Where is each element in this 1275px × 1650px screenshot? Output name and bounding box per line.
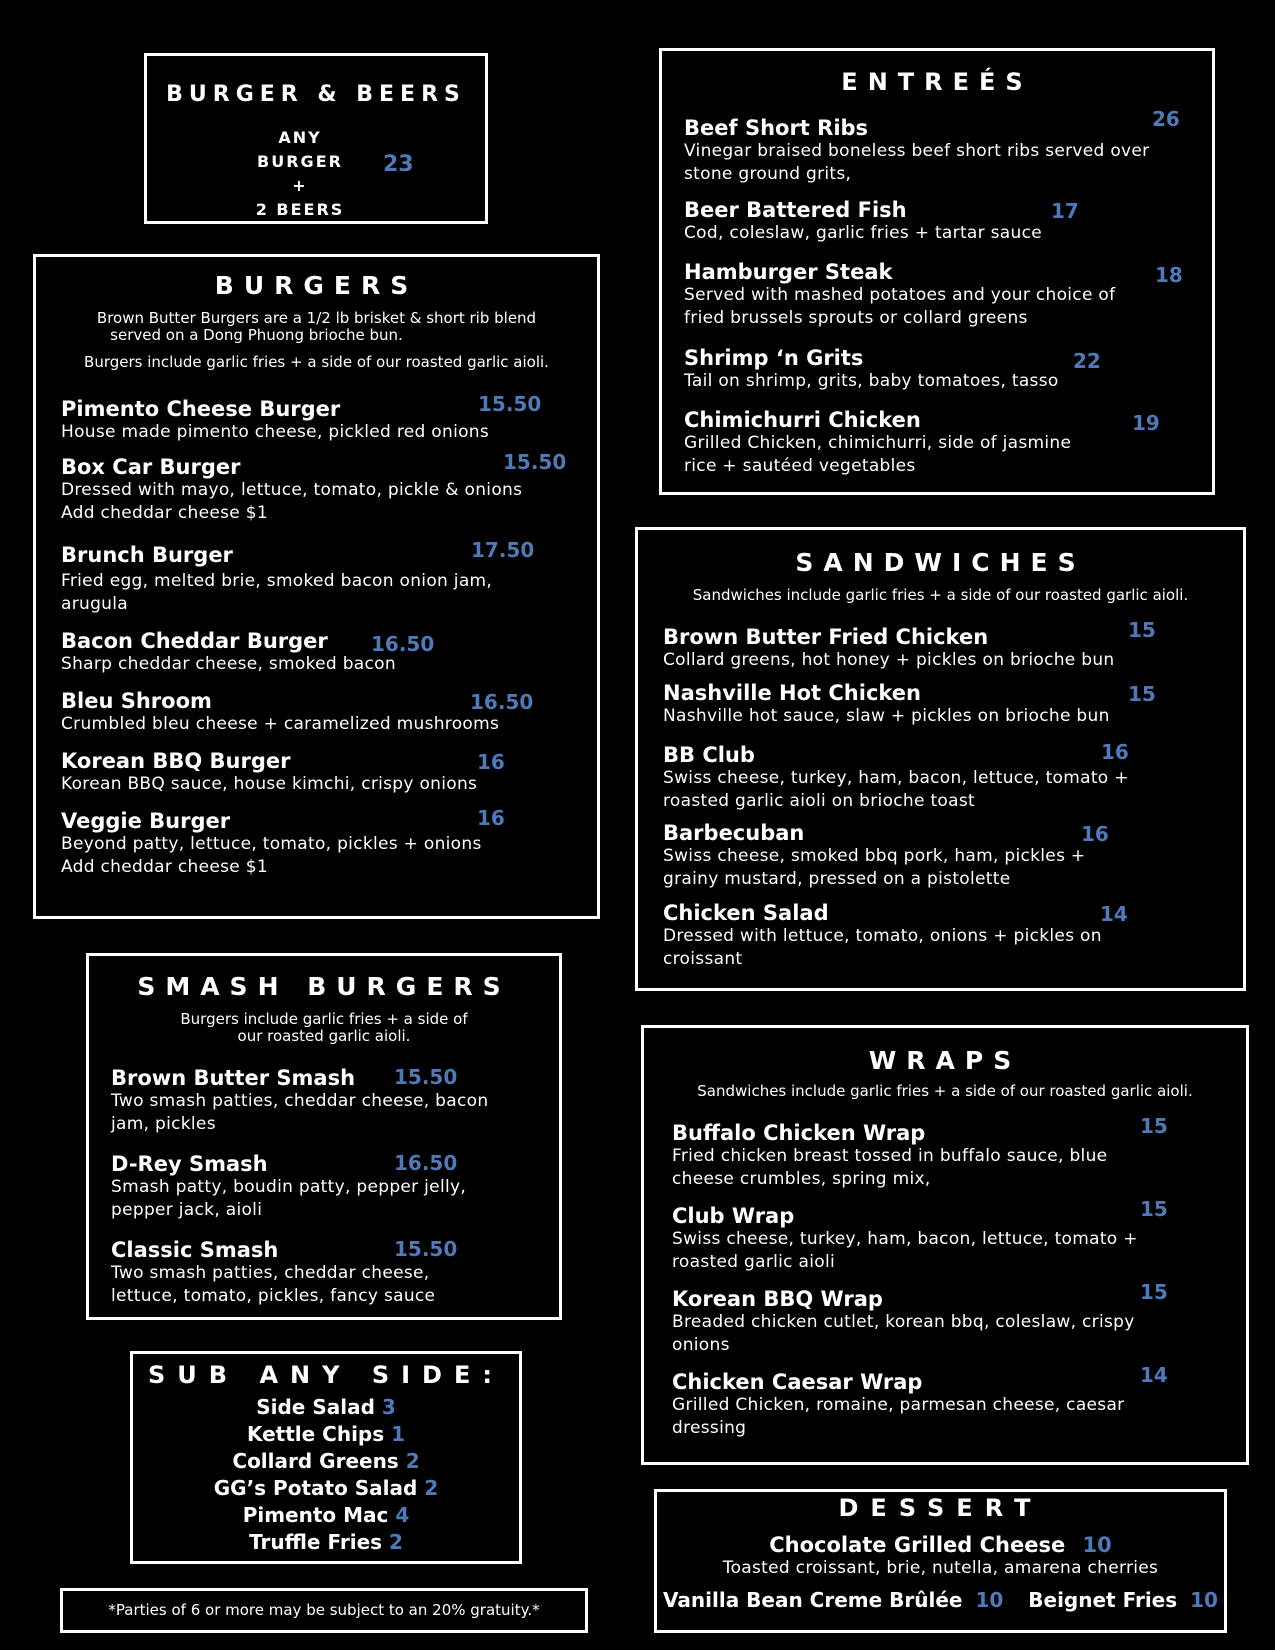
burgers-note-3: Burgers include garlic fries + a side of our roasted garlic aioli. xyxy=(84,353,549,371)
item-price: 14 xyxy=(1140,1363,1168,1387)
side-price: 2 xyxy=(424,1476,439,1500)
item-desc-2: rice + sautéed vegetables xyxy=(684,456,916,476)
menu-item xyxy=(672,1114,1232,1204)
item-desc-2: pepper jack, aioli xyxy=(111,1200,263,1220)
menu-item xyxy=(672,1363,1232,1450)
menu-item xyxy=(61,538,581,629)
item-name: D-Rey Smash xyxy=(111,1152,268,1176)
sides-title: SUB ANY SIDE: xyxy=(148,1361,504,1389)
item-name: Korean BBQ Wrap xyxy=(672,1287,883,1311)
item-desc: Collard greens, hot honey + pickles on brioche bun xyxy=(663,650,1115,670)
item-desc: Two smash patties, cheddar cheese, bacon xyxy=(111,1091,489,1111)
side-price: 2 xyxy=(389,1530,403,1554)
burger-beers-title: BURGER & BEERS xyxy=(166,82,466,107)
item-price: 26 xyxy=(1152,107,1180,131)
item-price: 16 xyxy=(477,750,505,774)
item-name: Chimichurri Chicken xyxy=(684,408,921,432)
side-item xyxy=(133,1394,519,1421)
item-price: 22 xyxy=(1073,349,1101,373)
dessert-item-1 xyxy=(657,1533,1224,1557)
item-desc: Korean BBQ sauce, house kimchi, crispy onions xyxy=(61,774,478,794)
deal-line-2: + xyxy=(292,176,308,195)
item-price: 14 xyxy=(1100,902,1128,926)
side-name: Side Salad xyxy=(256,1395,375,1419)
item-price: 15 xyxy=(1140,1197,1168,1221)
item-desc: Swiss cheese, turkey, ham, bacon, lettuce, tomato + xyxy=(663,768,1129,788)
item-desc-2: grainy mustard, pressed on a pistolette xyxy=(663,869,1011,889)
dessert-price: 10 xyxy=(1082,1533,1112,1557)
side-price: 3 xyxy=(381,1395,396,1419)
menu-item xyxy=(111,1238,551,1318)
dessert-name: Vanilla Bean Creme Brûlée xyxy=(663,1588,963,1612)
menu-item xyxy=(61,749,581,809)
side-name: Collard Greens xyxy=(232,1449,399,1473)
item-name: Brown Butter Smash xyxy=(111,1066,356,1090)
item-name: Beef Short Ribs xyxy=(684,116,869,140)
item-desc-2: arugula xyxy=(61,594,128,614)
item-name: Club Wrap xyxy=(672,1204,795,1228)
menu-item xyxy=(61,392,581,455)
item-desc: Dressed with lettuce, tomato, onions + pickles on xyxy=(663,926,1102,946)
menu-item xyxy=(663,901,1233,981)
menu-item xyxy=(61,450,581,543)
sandwiches-title: SANDWICHES xyxy=(795,548,1086,577)
side-name: Pimento Mac xyxy=(242,1503,389,1527)
item-price: 16.50 xyxy=(394,1151,458,1175)
item-name: Beer Battered Fish xyxy=(684,198,907,222)
entrees-box xyxy=(659,48,1215,495)
item-name: Korean BBQ Burger xyxy=(61,749,291,773)
item-desc: Fried chicken breast tossed in buffalo sauce, blue xyxy=(672,1146,1108,1166)
burgers-title: BURGERS xyxy=(214,271,419,300)
item-desc: Sharp cheddar cheese, smoked bacon xyxy=(61,654,396,674)
item-name: Hamburger Steak xyxy=(684,260,893,284)
sides-box xyxy=(130,1351,522,1564)
item-desc-2: jam, pickles xyxy=(111,1114,216,1134)
item-desc-2: onions xyxy=(672,1335,730,1355)
item-price: 18 xyxy=(1155,263,1183,287)
burgers-note-1: Brown Butter Burgers are a 1/2 lb brisket & short rib blend xyxy=(96,309,537,327)
item-desc-2: lettuce, tomato, pickles, fancy sauce xyxy=(111,1286,436,1306)
menu-item xyxy=(663,618,1233,681)
side-name: Truffle Fries xyxy=(249,1530,383,1554)
sandwiches-list xyxy=(663,618,1233,981)
item-desc-2: fried brussels sprouts or collard greens xyxy=(684,308,1028,328)
item-price: 15 xyxy=(1128,618,1156,642)
burgers-list xyxy=(61,392,581,889)
item-desc: Grilled Chicken, chimichurri, side of jasmine xyxy=(684,433,1072,453)
side-item xyxy=(133,1475,519,1502)
item-desc-2: dressing xyxy=(672,1418,747,1438)
item-price: 17.50 xyxy=(471,538,535,562)
wraps-list xyxy=(672,1114,1232,1450)
item-desc: Smash patty, boudin patty, pepper jelly, xyxy=(111,1177,467,1197)
wraps-note: Sandwiches include garlic fries + a side of our roasted garlic aioli. xyxy=(697,1082,1193,1100)
wraps-title: WRAPS xyxy=(868,1046,1022,1075)
item-desc: Beyond patty, lettuce, tomato, pickles + onions xyxy=(61,834,482,854)
item-name: Shrimp ‘n Grits xyxy=(684,346,864,370)
gratuity-note: *Parties of 6 or more may be subject to an 20% gratuity.* xyxy=(108,1601,540,1619)
item-name: Box Car Burger xyxy=(61,455,241,479)
deal-line-3: 2 BEERS xyxy=(255,200,345,219)
item-desc: Two smash patties, cheddar cheese, xyxy=(111,1263,430,1283)
item-price: 15 xyxy=(1140,1114,1168,1138)
item-name: Nashville Hot Chicken xyxy=(663,681,921,705)
item-name: Barbecuban xyxy=(663,821,805,845)
side-name: GG’s Potato Salad xyxy=(213,1476,418,1500)
gratuity-box xyxy=(60,1588,588,1633)
menu-item xyxy=(663,681,1233,743)
dessert-name: Chocolate Grilled Cheese xyxy=(769,1533,1066,1557)
smash-title: SMASH BURGERS xyxy=(137,972,511,1001)
item-desc: Swiss cheese, smoked bbq pork, ham, pickles + xyxy=(663,846,1086,866)
sandwiches-box xyxy=(635,527,1246,991)
side-price: 4 xyxy=(395,1503,410,1527)
item-name: Bacon Cheddar Burger xyxy=(61,629,328,653)
item-price: 16 xyxy=(477,806,505,830)
side-item xyxy=(133,1529,519,1556)
item-price: 19 xyxy=(1132,411,1160,435)
burger-beers-deal xyxy=(235,126,365,222)
menu-item xyxy=(663,821,1233,901)
item-price: 15.50 xyxy=(394,1237,458,1261)
item-price: 15.50 xyxy=(394,1065,458,1089)
item-name: Brunch Burger xyxy=(61,543,233,567)
sandwiches-note: Sandwiches include garlic fries + a side of our roasted garlic aioli. xyxy=(692,586,1189,604)
item-name: BB Club xyxy=(663,743,755,767)
dessert-title: DESSERT xyxy=(838,1494,1043,1522)
menu-item xyxy=(111,1152,551,1238)
item-name: Chicken Caesar Wrap xyxy=(672,1370,923,1394)
item-desc: Cod, coleslaw, garlic fries + tartar sauce xyxy=(684,223,1042,243)
menu-item xyxy=(684,260,1204,346)
menu-item xyxy=(684,107,1204,198)
dessert-price: 10 xyxy=(975,1588,1004,1612)
dessert-price: 10 xyxy=(1190,1588,1218,1612)
entrees-title: ENTREÉS xyxy=(841,68,1033,96)
item-price: 16.50 xyxy=(470,690,534,714)
item-price: 15.50 xyxy=(478,392,542,416)
item-name: Bleu Shroom xyxy=(61,689,212,713)
menu-item xyxy=(61,806,581,889)
burgers-box xyxy=(33,254,600,919)
side-price: 2 xyxy=(405,1449,420,1473)
item-desc-2: cheese crumbles, spring mix, xyxy=(672,1169,931,1189)
item-price: 15 xyxy=(1128,682,1156,706)
item-price: 17 xyxy=(1051,199,1079,223)
smash-list xyxy=(111,1066,551,1318)
item-desc-2: Add cheddar cheese $1 xyxy=(61,503,268,523)
item-price: 15.50 xyxy=(503,450,567,474)
item-desc: Served with mashed potatoes and your choice of xyxy=(684,285,1116,305)
item-desc: Nashville hot sauce, slaw + pickles on brioche bun xyxy=(663,706,1110,726)
item-desc: Fried egg, melted brie, smoked bacon onion jam, xyxy=(61,571,493,591)
item-desc: Grilled Chicken, romaine, parmesan cheese, caesar xyxy=(672,1395,1125,1415)
menu-item xyxy=(663,740,1233,821)
dessert-name: Beignet Fries xyxy=(1028,1588,1178,1612)
burgers-note-2: served on a Dong Phuong brioche bun. xyxy=(110,326,403,344)
menu-item xyxy=(61,689,581,749)
item-desc: Vinegar braised boneless beef short ribs served over xyxy=(684,141,1150,161)
entrees-list xyxy=(684,107,1204,488)
side-item xyxy=(133,1502,519,1529)
item-desc-2: Add cheddar cheese $1 xyxy=(61,857,268,877)
item-name: Classic Smash xyxy=(111,1238,279,1262)
item-price: 16 xyxy=(1081,822,1109,846)
deal-line-1: ANY BURGER xyxy=(257,128,343,171)
side-item xyxy=(133,1448,519,1475)
smash-burgers-box xyxy=(86,953,562,1320)
item-name: Chicken Salad xyxy=(663,901,829,925)
item-name: Veggie Burger xyxy=(61,809,231,833)
item-name: Pimento Cheese Burger xyxy=(61,397,341,421)
menu-item xyxy=(111,1066,551,1152)
menu-item xyxy=(684,408,1204,488)
dessert-desc: Toasted croissant, brie, nutella, amarena cherries xyxy=(722,1558,1159,1578)
item-desc: House made pimento cheese, pickled red onions xyxy=(61,422,490,442)
item-price: 16.50 xyxy=(371,632,435,656)
item-desc: Breaded chicken cutlet, korean bbq, coleslaw, crispy xyxy=(672,1312,1135,1332)
dessert-box xyxy=(654,1489,1227,1633)
side-price: 1 xyxy=(391,1422,406,1446)
dessert-row-2 xyxy=(657,1587,1224,1613)
menu-item xyxy=(61,629,581,689)
sides-list xyxy=(133,1394,519,1556)
menu-item xyxy=(684,346,1204,408)
item-desc: Swiss cheese, turkey, ham, bacon, lettuce, tomato + xyxy=(672,1229,1138,1249)
item-name: Buffalo Chicken Wrap xyxy=(672,1121,926,1145)
item-desc-2: stone ground grits, xyxy=(684,164,852,184)
menu-item xyxy=(684,198,1204,260)
item-price: 15 xyxy=(1140,1280,1168,1304)
item-price: 16 xyxy=(1101,740,1129,764)
item-desc-2: croissant xyxy=(663,949,743,969)
item-desc: Dressed with mayo, lettuce, tomato, pickle & onions xyxy=(61,480,523,500)
item-desc-2: roasted garlic aioli on brioche toast xyxy=(663,791,975,811)
item-desc: Tail on shrimp, grits, baby tomatoes, tasso xyxy=(684,371,1059,391)
burger-beers-box xyxy=(144,53,488,224)
side-name: Kettle Chips xyxy=(246,1422,385,1446)
menu-item xyxy=(672,1197,1232,1287)
wraps-box xyxy=(641,1025,1249,1465)
item-desc: Crumbled bleu cheese + caramelized mushrooms xyxy=(61,714,500,734)
item-name: Brown Butter Fried Chicken xyxy=(663,625,989,649)
smash-note-1: Burgers include garlic fries + a side of xyxy=(180,1010,468,1028)
item-desc-2: roasted garlic aioli xyxy=(672,1252,835,1272)
burger-beers-price: 23 xyxy=(383,152,414,177)
menu-item xyxy=(672,1280,1232,1370)
side-item xyxy=(133,1421,519,1448)
smash-note-2: our roasted garlic aioli. xyxy=(237,1027,411,1045)
